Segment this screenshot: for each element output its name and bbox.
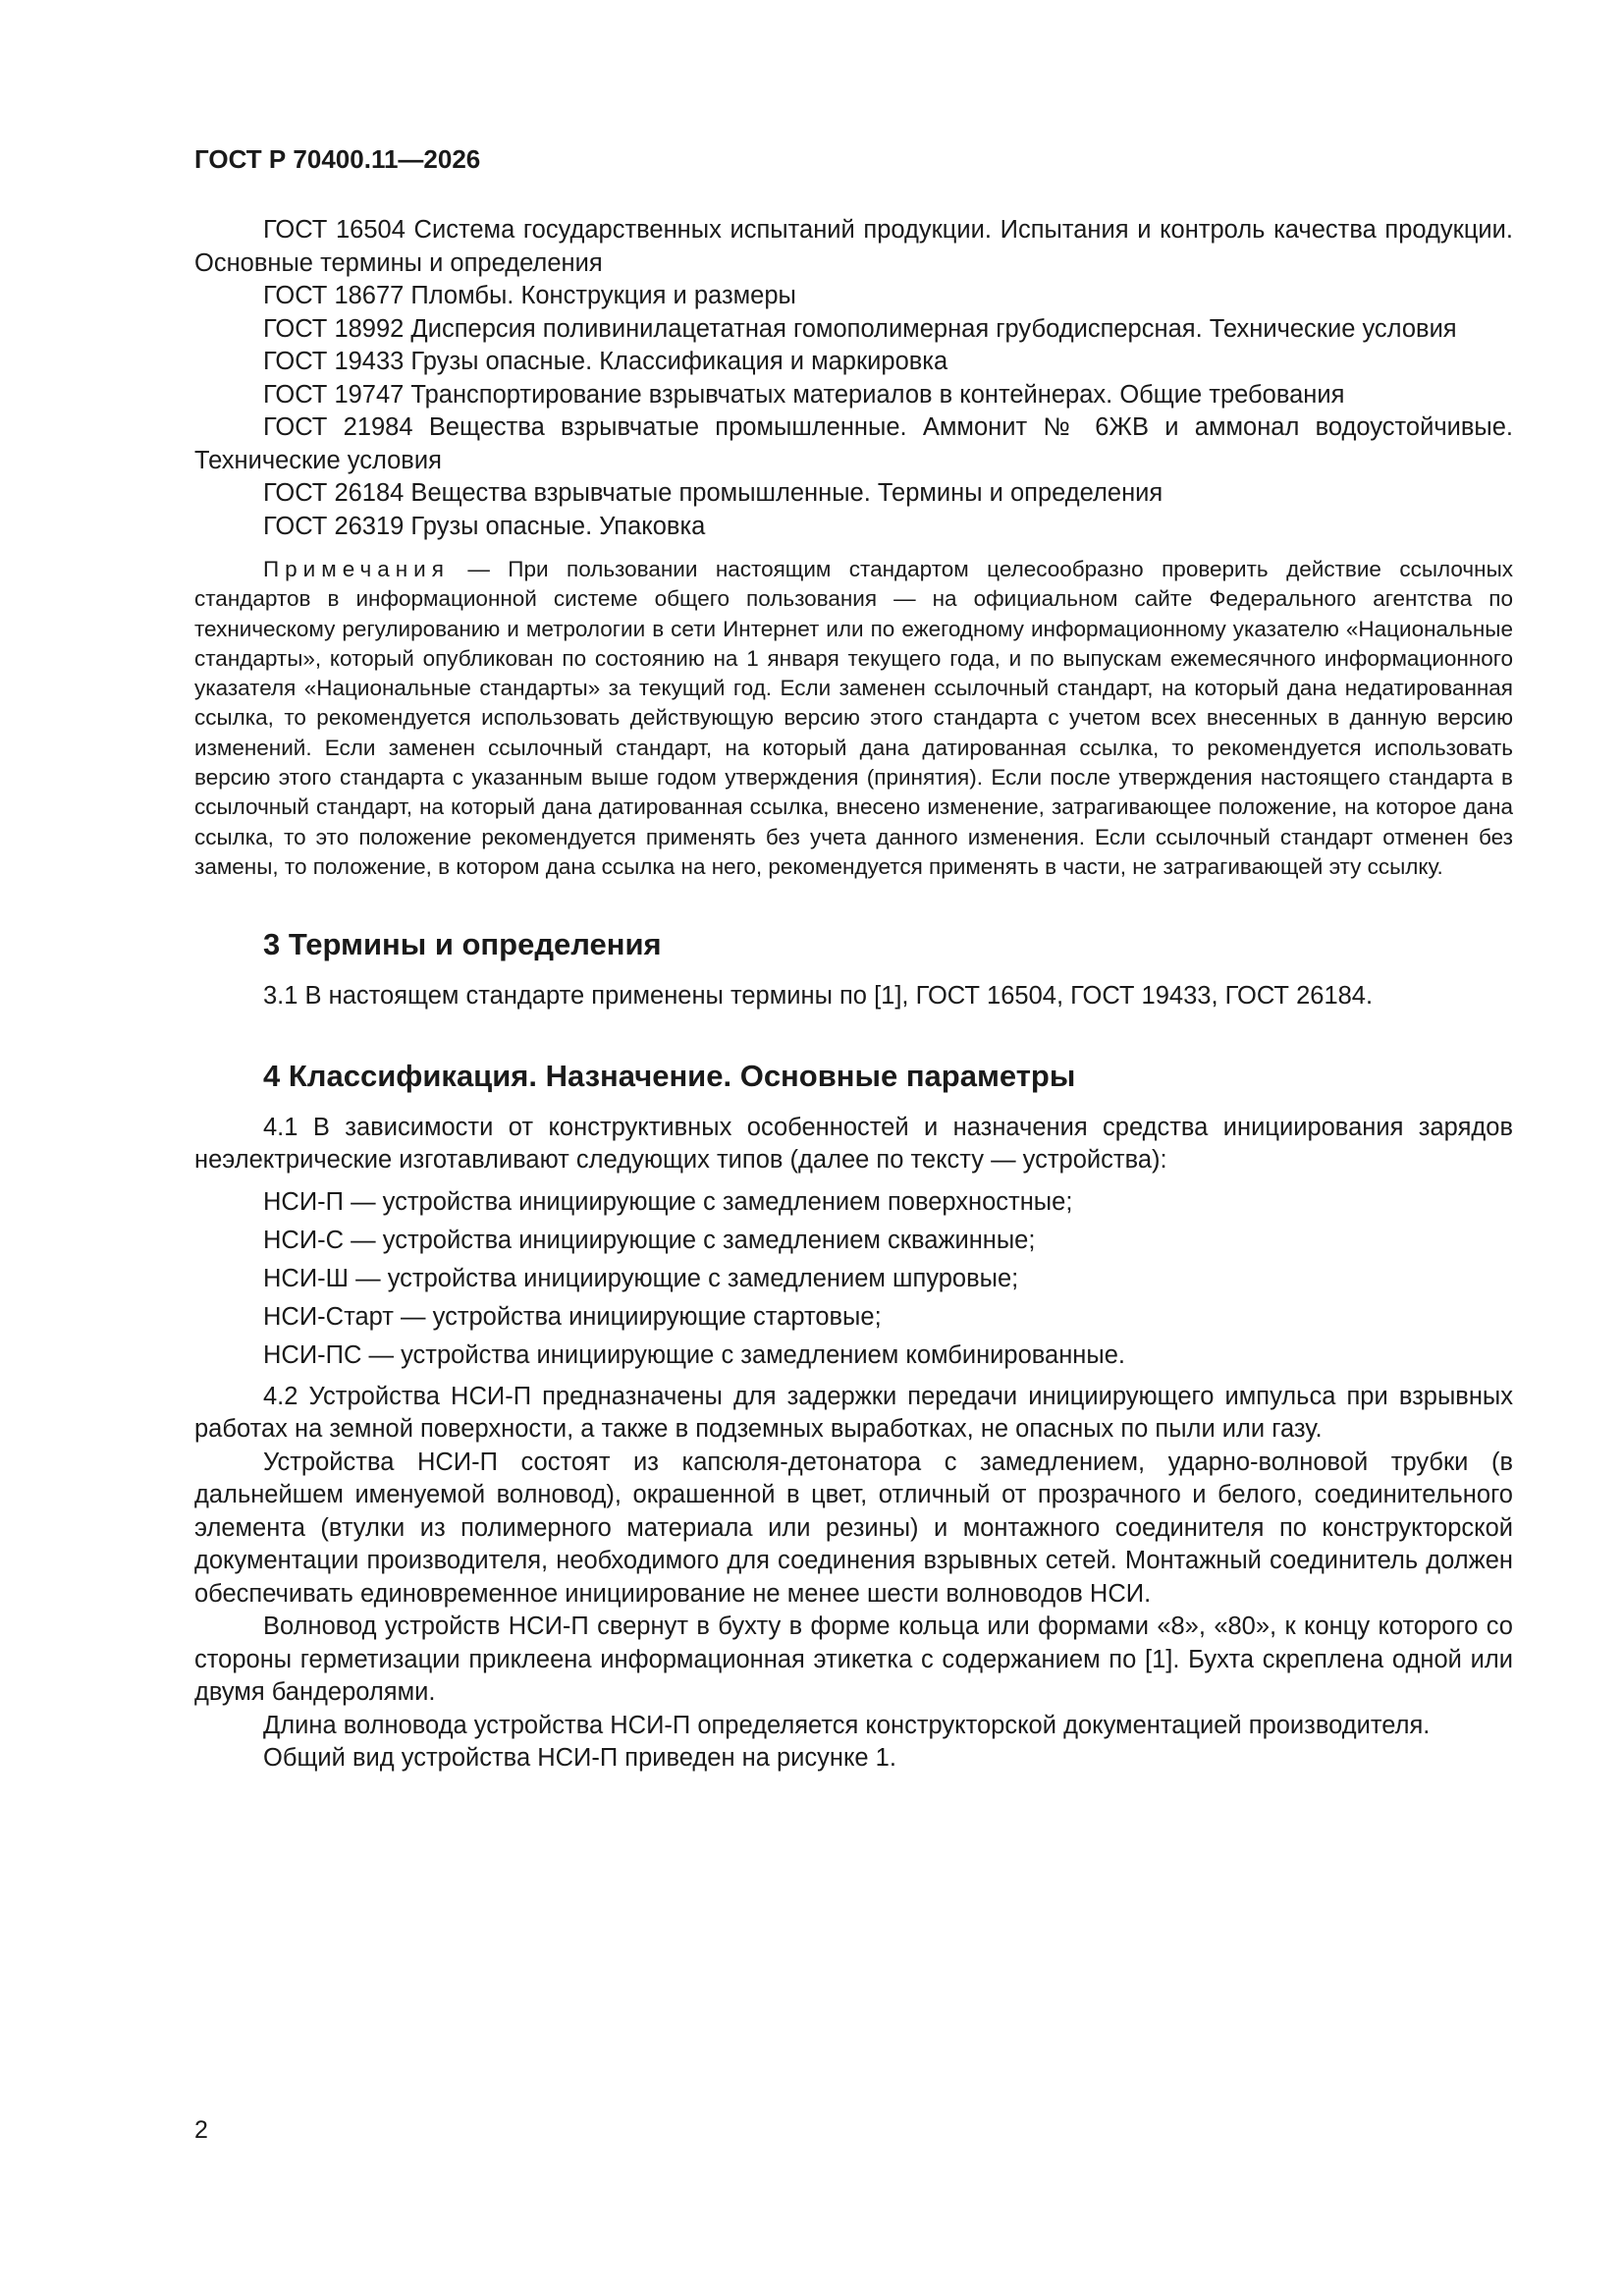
section-4-paragraph-4: Волновод устройств НСИ-П свернут в бухту в форме кольца или формами «8», «80», к концу которого со стороны герметизации приклеена информационная этикетка с содержанием по [1]. Бухта скреплена одной или двумя бандеролями. <box>194 1613 1513 1707</box>
note-label: Примечания <box>263 557 450 581</box>
section-4-paragraph-3: Устройства НСИ-П состоят из капсюля-детонатора с замедлением, ударно-волновой трубки (в дальнейшем именуемой волновод), окрашенной в цвет, отличный от прозрачного и белого, соединительного элемента (втулки из полимерного материала или резины) и монтажного соединителя по конструкторской документации производителя, необходимого для соединения взрывных сетей. Монтажный соединитель должен обеспечивать единовременное инициирование не менее шести волноводов НСИ. <box>194 1448 1513 1608</box>
reference-item: ГОСТ 16504 Система государственных испытаний продукции. Испытания и контроль качества продукции. Основные термины и определения <box>194 216 1513 277</box>
device-type-item: НСИ-Ш — устройства инициирующие с замедлением шпуровые; <box>263 1264 1019 1292</box>
section-3-paragraph-1: 3.1 В настоящем стандарте применены термины по [1], ГОСТ 16504, ГОСТ 19433, ГОСТ 26184. <box>263 982 1374 1011</box>
section-4-paragraph-5: Длина волновода устройства НСИ-П определяется конструкторской документацией производителя. <box>263 1711 1431 1739</box>
reference-item: ГОСТ 21984 Вещества взрывчатые промышленные. Аммонит № 6ЖВ и аммонал водоустойчивые. Технические условия <box>194 413 1513 474</box>
reference-item: ГОСТ 26319 Грузы опасные. Упаковка <box>263 512 706 540</box>
note-text: — При пользовании настоящим стандартом целесообразно проверить действие ссылочных стандартов в информационной системе общего пользования — на официальном сайте Федерального агентства по техническому регулированию и метрологии в сети Интернет или по ежегодному информационному указателю «Национальные стандарты», который опубликован по состоянию на 1 января текущего года, и по выпускам ежемесячного информационного указателя «Национальные стандарты» за текущий год. Если заменен ссылочный стандарт, на который дана недатированная ссылка, то рекомендуется использовать действующую версию этого стандарта с учетом всех внесенных в данную версию изменений. Если заменен ссылочный стандарт, на который дана датированная ссылка, то рекомендуется использовать версию этого стандарта с указанным выше годом утверждения (принятия). Если после утверждения настоящего стандарта в ссылочный стандарт, на который дана датированная ссылка, внесено изменение, затрагивающее положение, на которое дана ссылка, то это положение рекомендуется применять без учета данного изменения. Если ссылочный стандарт отменен без замены, то положение, в котором дана ссылка на него, рекомендуется применять в части, не затрагивающей эту ссылку. <box>194 557 1513 879</box>
device-type-item: НСИ-С — устройства инициирующие с замедлением скважинные; <box>263 1226 1036 1254</box>
page-content <box>194 143 1513 1776</box>
device-type-item: НСИ-Старт — устройства инициирующие стартовые; <box>263 1302 882 1331</box>
device-type-item: НСИ-ПС — устройства инициирующие с замедлением комбинированные. <box>263 1340 1125 1369</box>
reference-item: ГОСТ 18677 Пломбы. Конструкция и размеры <box>263 282 796 309</box>
section-4-paragraph-1: 4.1 В зависимости от конструктивных особенностей и назначения средства инициирования зарядов неэлектрические изготавливают следующих типов (далее по тексту — устройства): <box>194 1113 1513 1175</box>
reference-item: ГОСТ 19747 Транспортирование взрывчатых материалов в контейнерах. Общие требования <box>263 380 1345 409</box>
note-paragraph <box>194 555 1513 882</box>
reference-item: ГОСТ 19433 Грузы опасные. Классификация и маркировка <box>263 348 948 375</box>
normative-references-list <box>194 214 1513 543</box>
section-4-paragraph-2: 4.2 Устройства НСИ-П предназначены для задержки передачи инициирующего импульса при взрывных работах на земной поверхности, а также в подземных выработках, не опасных по пыли или газу. <box>194 1382 1513 1444</box>
reference-item: ГОСТ 26184 Вещества взрывчатые промышленные. Термины и определения <box>263 479 1163 507</box>
section-4-paragraph-6: Общий вид устройства НСИ-П приведен на рисунке 1. <box>263 1744 896 1773</box>
section-4-heading: 4 Классификация. Назначение. Основные параметры <box>263 1058 1076 1093</box>
device-type-item: НСИ-П — устройства инициирующие с замедлением поверхностные; <box>263 1187 1073 1216</box>
reference-item: ГОСТ 18992 Дисперсия поливинилацетатная гомополимерная грубодисперсная. Технические условия <box>263 314 1457 343</box>
page-number: 2 <box>194 2116 208 2144</box>
document-id: ГОСТ Р 70400.11—2026 <box>194 144 481 174</box>
section-3-heading: 3 Термины и определения <box>263 927 662 962</box>
